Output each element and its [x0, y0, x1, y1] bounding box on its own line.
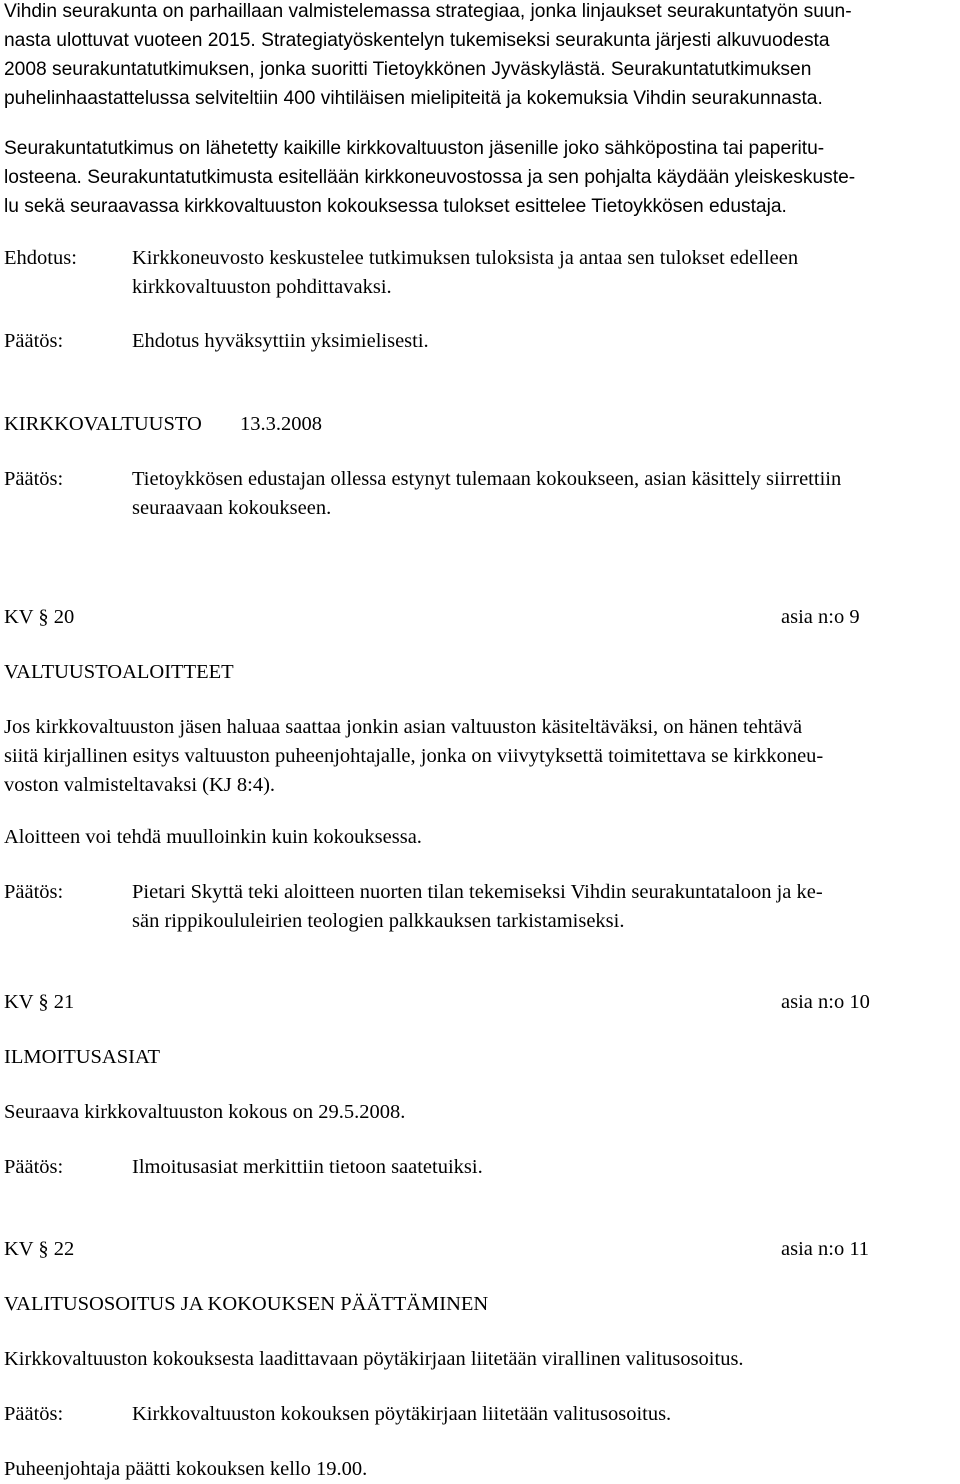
decision-label: Päätös:	[4, 468, 64, 490]
decision-text: Kirkkovaltuuston kokouksen pöytäkirjaan liitetään valitusosoitus.	[132, 1403, 672, 1425]
kv21-title: ILMOITUSASIAT	[4, 1046, 161, 1068]
intro-line: Vihdin seurakunta on parhaillaan valmistelemassa strategiaa, jonka linjaukset seurakuntatyön suun-	[4, 1, 852, 22]
decision-line: Pietari Skyttä teki aloitteen nuorten tilan tekemiseksi Vihdin seurakuntataloon ja ke-	[132, 881, 823, 903]
intro-line: 2008 seurakuntatutkimuksen, jonka suoritti Tietoykkönen Jyväskylästä. Seurakuntatutkimuksen	[4, 59, 812, 80]
matter-number: asia n:o 9	[781, 606, 860, 628]
kv20-line: voston valmisteltavaksi (KJ 8:4).	[4, 774, 276, 796]
council-heading	[4, 410, 959, 439]
proposal-line: Kirkkoneuvosto keskustelee tutkimuksen tuloksista ja antaa sen tulokset edelleen	[132, 247, 799, 269]
section-number: KV § 21	[4, 991, 75, 1013]
decision-label: Päätös:	[4, 1403, 64, 1425]
decision-text	[132, 878, 960, 936]
kv20-extra: Aloitteen voi tehdä muulloinkin kuin kokouksessa.	[4, 826, 422, 848]
decision-label: Päätös:	[4, 881, 64, 903]
intro-paragraph	[4, 0, 959, 113]
decision-text: Ilmoitusasiat merkittiin tietoon saatetuiksi.	[132, 1156, 483, 1178]
decision-text: Ehdotus hyväksyttiin yksimielisesti.	[132, 330, 429, 352]
kv20-heading	[4, 603, 959, 632]
council-name: KIRKKOVALTUUSTO	[4, 413, 202, 435]
decision-line: sän rippikoululeirien teologien palkkauksen tarkistamiseksi.	[132, 910, 625, 932]
kv20-line: Jos kirkkovaltuuston jäsen haluaa saattaa jonkin asian valtuuston käsiteltäväksi, on hänen tehtävä	[4, 716, 803, 738]
matter-number: asia n:o 10	[781, 991, 870, 1013]
decision-line: seuraavaan kokoukseen.	[132, 497, 332, 519]
survey-paragraph	[4, 134, 959, 221]
kv20-paragraph	[4, 713, 959, 800]
proposal-text	[132, 244, 960, 302]
section-number: KV § 20	[4, 606, 75, 628]
survey-line: losteena. Seurakuntatutkimusta esitellään kirkkoneuvostossa ja sen pohjalta käydään yleiskeskuste-	[4, 167, 856, 188]
decision-text	[132, 465, 960, 523]
kv21-text: Seuraava kirkkovaltuuston kokous on 29.5.2008.	[4, 1101, 406, 1123]
survey-line: Seurakuntatutkimus on lähetetty kaikille kirkkovaltuuston jäsenille joko sähköpostina tai paperitu-	[4, 138, 825, 159]
survey-line: lu sekä seuraavassa kirkkovaltuuston kokouksessa tulokset esittelee Tietoykkösen edustaja.	[4, 196, 787, 217]
kv20-line: siitä kirjallinen esitys valtuuston puheenjohtajalle, jonka on viivytyksettä toimitettava se kirkkoneu-	[4, 745, 824, 767]
closing-text: Puheenjohtaja päätti kokouksen kello 19.00.	[4, 1458, 368, 1480]
intro-line: puhelinhaastattelussa selviteltiin 400 vihtiläisen mielipiteitä ja kokemuksia Vihdin seurakunnasta.	[4, 88, 823, 109]
decision-line: Tietoykkösen edustajan ollessa estynyt tulemaan kokoukseen, asian käsittely siirrettiin	[132, 468, 842, 490]
kv20-title: VALTUUSTOALOITTEET	[4, 661, 234, 683]
decision-label: Päätös:	[4, 1156, 64, 1178]
council-date: 13.3.2008	[240, 413, 322, 435]
proposal-line: kirkkovaltuuston pohdittavaksi.	[132, 276, 392, 298]
proposal-label: Ehdotus:	[4, 247, 77, 269]
kv21-heading	[4, 988, 959, 1017]
kv22-title: VALITUSOSOITUS JA KOKOUKSEN PÄÄTTÄMINEN	[4, 1293, 489, 1315]
kv22-heading	[4, 1235, 959, 1264]
section-number: KV § 22	[4, 1238, 75, 1260]
intro-line: nasta ulottuvat vuoteen 2015. Strategiatyöskentelyn tukemiseksi seurakunta järjesti alkuvuodesta	[4, 30, 830, 51]
matter-number: asia n:o 11	[781, 1238, 870, 1260]
decision-label: Päätös:	[4, 330, 64, 352]
kv22-text: Kirkkovaltuuston kokouksesta laadittavaan pöytäkirjaan liitetään virallinen valitusosoitus.	[4, 1348, 744, 1370]
